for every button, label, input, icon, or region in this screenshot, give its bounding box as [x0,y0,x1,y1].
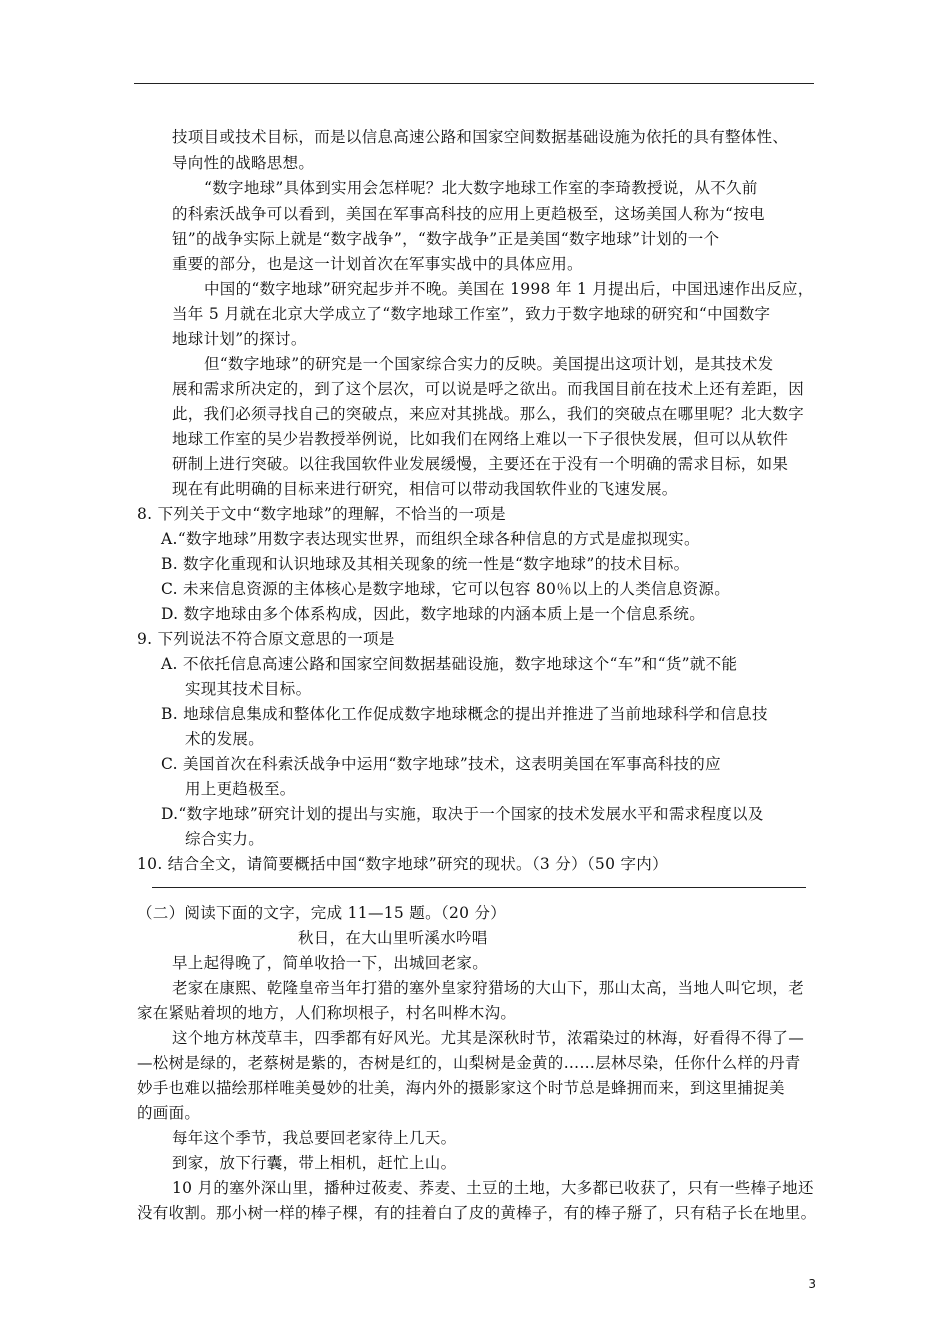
section-2-line: 到家，放下行囊，带上相机，赶忙上山。 [172,1154,457,1172]
q8-option-b: B. 数字化重现和认识地球及其相关现象的统一性是“数字地球”的技术目标。 [161,555,690,573]
q9-option-b: B. 地球信息集成和整体化工作促成数字地球概念的提出并推进了当前地球科学和信息技 [161,705,768,723]
section-2-line: 早上起得晚了，简单收拾一下，出城回老家。 [172,954,489,972]
passage-line: 钮”的战争实际上就是“数字战争”，“数字战争”正是美国“数字地球”计划的一个 [172,230,720,248]
passage-line: 的科索沃战争可以看到，美国在军事高科技的应用上更趋极至，这场美国人称为“按电 [172,205,765,223]
passage-line: 中国的“数字地球”研究起步并不晚。美国在 1998 年 1 月提出后，中国迅速作出反应， [204,280,814,298]
section-2-line: 这个地方林茂草丰，四季都有好风光。尤其是深秋时节，浓霜染过的林海，好看得不得了— [172,1029,805,1047]
question-9-stem: 9. 下列说法不符合原文意思的一项是 [137,630,395,648]
passage-line: 技项目或技术目标，而是以信息高速公路和国家空间数据基础设施为依托的具有整体性、 [172,128,789,146]
passage-line: “数字地球”具体到实用会怎样呢？北大数字地球工作室的李琦教授说，从不久前 [204,179,758,197]
section-2-line: 妙手也难以描绘那样唯美曼妙的壮美，海内外的摄影家这个时节总是蜂拥而来，到这里捕捉美 [137,1079,785,1097]
section-2-heading: （二）阅读下面的文字，完成 11—15 题。（20 分） [137,904,507,922]
q9-option-b-cont: 术的发展。 [185,730,265,748]
section-2-title: 秋日，在大山里听溪水吟唱 [298,929,488,947]
q9-option-d-cont: 综合实力。 [185,830,265,848]
passage-line: 展和需求所决定的，到了这个层次，可以说是呼之欲出。而我国目前在技术上还有差距，因 [172,380,805,398]
q8-option-d: D. 数字地球由多个体系构成，因此，数字地球的内涵本质上是一个信息系统。 [161,605,706,623]
section-2-line: 的画面。 [137,1104,201,1122]
passage-line: 导向性的战略思想。 [172,154,315,172]
header-rule [134,83,814,84]
q9-option-c-cont: 用上更趋极至。 [185,780,296,798]
passage-line: 地球工作室的吴少岩教授举例说，比如我们在网络上难以一下子很快发展，但可以从软件 [172,430,789,448]
q9-option-a-cont: 实现其技术目标。 [185,680,312,698]
passage-line: 现在有此明确的目标来进行研究，相信可以带动我国软件业的飞速发展。 [172,480,678,498]
section-2-line: —松树是绿的，老蔡树是紫的，杏树是红的，山梨树是金黄的……层林尽染，任你什么样的丹青 [137,1054,801,1072]
q9-option-d: D.“数字地球”研究计划的提出与实施，取决于一个国家的技术发展水平和需求程度以及 [161,805,764,823]
section-2-line: 10 月的塞外深山里，播种过莜麦、荞麦、土豆的土地，大多都已收获了，只有一些棒子地还 [172,1179,814,1197]
page-number: 3 [808,1277,816,1291]
q9-option-c: C. 美国首次在科索沃战争中运用“数字地球”技术，这表明美国在军事高科技的应 [161,755,721,773]
q8-option-c: C. 未来信息资源的主体核心是数字地球，它可以包容 80％以上的人类信息资源。 [161,580,731,598]
passage-line: 但“数字地球”的研究是一个国家综合实力的反映。美国提出这项计划，是其技术发 [204,355,774,373]
passage-line: 当年 5 月就在北京大学成立了“数字地球工作室”，致力于数字地球的研究和“中国数字 [172,305,771,323]
q9-option-a: A. 不依托信息高速公路和国家空间数据基础设施，数字地球这个“车”和“货”就不能 [161,655,738,673]
answer-line[interactable] [152,887,806,888]
question-10-stem: 10. 结合全文，请简要概括中国“数字地球”研究的现状。（3 分）（50 字内） [137,855,668,873]
section-2-line: 老家在康熙、乾隆皇帝当年打猎的塞外皇家狩猎场的大山下，那山太高，当地人叫它坝，老 [172,979,805,997]
passage-line: 地球计划”的探讨。 [172,330,307,348]
question-8-stem: 8. 下列关于文中“数字地球”的理解，不恰当的一项是 [137,505,506,523]
section-2-line: 没有收割。那小树一样的棒子棵，有的挂着白了皮的黄棒子，有的棒子掰了，只有秸子长在地里。 [137,1204,817,1222]
section-2-line: 每年这个季节，我总要回老家待上几天。 [172,1129,457,1147]
q8-option-a: A.“数字地球”用数字表达现实世界，而组织全球各种信息的方式是虚拟现实。 [161,530,700,548]
passage-line: 重要的部分，也是这一计划首次在军事实战中的具体应用。 [172,255,583,273]
section-2-line: 家在紧贴着坝的地方，人们称坝根子，村名叫桦木沟。 [137,1004,517,1022]
passage-line: 此，我们必须寻找自己的突破点，来应对其挑战。那么，我们的突破点在哪里呢？北大数字 [172,405,805,423]
passage-line: 研制上进行突破。以往我国软件业发展缓慢，主要还在于没有一个明确的需求目标，如果 [172,455,789,473]
